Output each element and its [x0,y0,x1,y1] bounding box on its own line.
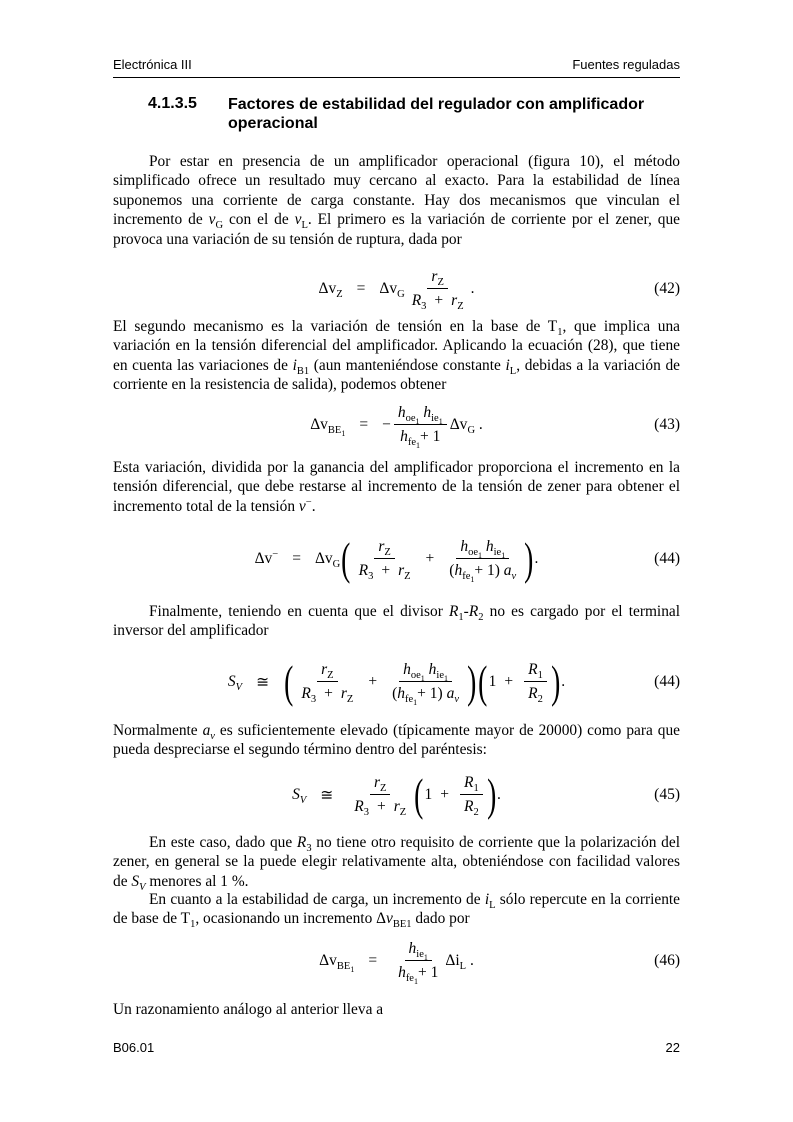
math-symbol [405,413,420,427]
math-symbol [388,682,463,708]
text-run: Un razonamiento análogo al anterior lleva a [113,1001,384,1018]
paragraph [113,833,680,891]
math-symbol: i [292,356,297,374]
text-run: , que implica una variación en la tensión diferencial del amplificador. Aplicando la ecuación (28), que tiene en cuenta las variaciones de [113,318,680,374]
math-symbol: fe [407,437,417,449]
math-symbol: Δv [379,280,398,297]
math-symbol: Δv [449,416,468,434]
math-symbol: + [381,562,391,579]
math-symbol: oe [410,669,421,681]
math-symbol: BE1 [392,919,412,931]
math-symbol: R [464,798,474,815]
text-run: con el de [223,211,295,229]
math-symbol: ( [284,656,294,707]
math-symbol [319,952,355,975]
math-symbol [318,280,343,301]
math-symbol: 1 [501,551,506,560]
math-symbol [370,774,390,795]
math-symbol: 3 [368,571,374,583]
header-chapter-title: Fuentes reguladas [572,57,680,72]
math-symbol [355,538,415,583]
text-run: En cuanto a la estabilidad de carga, un incremento de [149,891,485,908]
math-symbol: fe [405,694,414,706]
math-symbol: S [227,673,236,690]
math-symbol [394,961,442,987]
math-symbol: r [373,774,381,791]
math-symbol: h [403,660,411,678]
math-symbol [394,940,442,987]
math-symbol [405,973,418,987]
math-symbol: + 1 [417,685,438,702]
text-run: sólo repercute en la corriente de base de T [113,891,680,928]
math-symbol: 1 [443,674,448,683]
math-symbol: v [454,694,460,706]
text-run: - [463,603,469,620]
math-symbol: R [528,661,538,678]
text-run: dado por [411,910,470,928]
text-run: . [311,497,316,515]
math-symbol: ie [436,669,444,681]
math-symbol: h [397,685,405,702]
math-symbol [524,682,547,706]
math-symbol [350,774,410,819]
math-symbol: ( [449,562,455,579]
text-run: . El primero es la variación de corriente por el zener, que provoca una variación de su tensión de ruptura, dada por [113,211,681,248]
math-symbol [394,404,447,451]
math-symbol: R [354,798,364,815]
math-symbol: V [235,682,243,694]
math-symbol: r [340,685,347,702]
math-symbol [460,795,483,819]
text-run: Finalmente, teniendo en cuenta que el divisor [149,603,450,620]
math-symbol [297,682,357,706]
math-symbol: Z [380,783,387,795]
math-symbol: ( [478,656,488,707]
math-symbol [236,682,242,693]
math-symbol: 1 [424,786,433,803]
math-symbol: ( [414,769,424,820]
header-rule [113,77,680,78]
math-symbol: Z [336,289,343,301]
math-symbol: R [301,685,311,702]
math-symbol: + [425,550,435,567]
math-symbol: 2 [473,807,479,819]
text-run: Por estar en presencia de un amplificador operacional (figura 10), el método simplificado ofrece un resultado muy cercano al exacto. Para la estabilidad de línea suponemos una corriente de carga constante. Hay dos mecanismos que vinculan el incremento de [113,153,680,229]
math-symbol [411,670,425,681]
math-symbol: Z [399,807,407,819]
math-symbol: h [428,660,437,678]
math-symbol [468,547,482,558]
math-symbol: r [393,798,400,815]
math-symbol: 1 [413,698,418,708]
math-symbol: 3 [363,807,369,819]
math-symbol: Z [384,547,391,559]
math-symbol: 1 [350,965,355,975]
paragraph [113,602,680,641]
math-symbol: 1 [190,919,196,931]
math-symbol: 1 [557,327,563,339]
math-symbol: ) [524,533,534,584]
math-symbol: G [467,425,476,437]
math-symbol: r [378,538,385,555]
math-symbol: h [423,404,432,421]
equation-43 [113,404,680,451]
text-run: (aun manteniéndose constante [309,356,506,374]
math-symbol: Δv [319,952,337,970]
math-symbol: − [382,416,391,434]
math-symbol [300,795,306,806]
paragraph [113,721,680,760]
math-symbol [394,404,447,425]
math-symbol [454,694,459,705]
math-symbol: v [210,731,215,743]
math-symbol [336,961,355,975]
math-symbol [524,661,547,706]
math-symbol: L [301,220,308,232]
math-symbol: a [503,562,512,579]
math-symbol [405,940,432,961]
text-run: Normalmente [113,722,203,739]
equation-44 [113,533,680,585]
math-symbol: Z [457,301,464,313]
math-symbol: ≅ [320,786,334,804]
math-symbol [350,795,410,819]
math-symbol [524,661,547,682]
math-symbol: 1 [416,441,421,451]
math-symbol: 1 [423,953,428,963]
text-run: Esta variación, dividida por la ganancia del amplificador proporciona el incremento en la tensión diferencial, que debe restarse al incremento de la tensión de zener para obtener el incremento total de la tensión [113,459,680,515]
math-symbol: V [139,881,146,893]
math-symbol: R [468,603,479,620]
equation-number: (42) [654,280,680,297]
math-symbol: Z [327,670,334,682]
math-symbol: h [400,428,408,446]
math-symbol: R [358,562,369,579]
math-symbol: ( [392,685,398,702]
math-symbol [407,437,421,451]
math-symbol: oe [468,546,478,558]
math-symbol [379,280,405,301]
text-run: , ocasionando un incremento Δ [195,910,387,928]
math-symbol: i [505,356,510,374]
math-symbol: 1 [438,417,443,427]
math-symbol [460,774,483,819]
paragraph [113,152,680,249]
math-symbol: 1 [488,673,497,690]
math-symbol [314,550,341,571]
math-symbol: 1 [458,612,464,624]
math-symbol: = [356,280,366,297]
math-symbol: 1 [477,551,482,560]
math-symbol: + [324,685,333,702]
math-symbol: ie [416,949,424,961]
math-symbol: G [215,220,224,232]
math-symbol: Δv [318,280,337,297]
math-symbol: BE [327,425,342,437]
math-symbol: ie [493,546,502,558]
math-symbol: − [272,548,279,560]
math-symbol [408,268,468,313]
math-symbol: . [497,786,501,803]
math-symbol [456,538,509,559]
equation-number: (46) [654,952,680,970]
math-symbol: = [368,952,378,970]
math-symbol: L [509,365,517,377]
math-symbol [388,660,463,708]
math-symbol: + [368,673,378,690]
math-symbol [431,413,443,427]
math-symbol: − [305,496,312,508]
math-symbol [292,786,307,807]
footer-document-code: B06.01 [113,1040,155,1055]
math-symbol: R [411,292,422,309]
math-symbol: G [332,559,341,571]
math-symbol: 1 [537,670,543,682]
math-symbol: 1 [420,674,425,683]
math-symbol: fe [462,571,471,583]
math-symbol: Δv [314,550,333,567]
math-symbol: h [485,537,494,555]
math-symbol: ) [550,656,561,707]
math-symbol [416,949,428,963]
math-symbol: . [470,280,475,297]
math-symbol [317,661,337,682]
math-symbol: 1 [413,977,418,987]
equation-number: (44) [654,673,680,690]
page-number: 22 [665,1040,680,1055]
math-symbol: S [131,872,140,890]
math-symbol [462,571,475,585]
math-symbol [408,289,468,313]
math-symbol: ( [341,533,351,584]
math-symbol: i [484,891,490,908]
math-symbol: + [376,798,386,815]
math-symbol: L [489,900,496,912]
math-symbol [405,694,418,708]
math-symbol: ) [437,685,443,702]
math-symbol: h [398,964,406,982]
math-symbol [460,774,483,795]
math-symbol [494,547,506,558]
math-symbol: L [459,961,467,973]
math-symbol: + [434,292,444,309]
math-symbol: 3 [310,694,317,706]
section-title: Factores de estabilidad del regulador con amplificador operacional [228,96,645,132]
math-symbol: + 1 [474,562,495,579]
math-symbol: 3 [421,301,427,313]
math-symbol [227,673,243,694]
math-symbol: R [296,834,307,851]
math-symbol: R [449,603,459,620]
math-symbol: v [294,211,302,229]
math-symbol: B1 [296,365,310,377]
text-run: , debidas a la variación de corriente en la resistencia de salida), podemos obtener [113,356,680,394]
math-symbol: v [208,211,216,229]
math-symbol: + [440,786,449,803]
math-symbol [436,670,448,681]
math-symbol: R [464,774,474,791]
math-symbol: = [359,416,369,434]
math-symbol [427,268,447,289]
equation-42 [113,268,680,313]
section-number: 4.1.3.5 [148,95,197,112]
math-symbol: fe [405,973,414,985]
math-symbol [327,425,346,439]
math-symbol: 1 [341,429,346,439]
text-run: menores al 1 %. [145,872,249,890]
paragraph [113,890,680,929]
math-symbol: a [446,685,455,702]
math-symbol: 2 [478,612,484,624]
math-symbol [297,661,357,706]
math-symbol: h [460,537,469,555]
math-symbol [445,537,520,585]
math-symbol: . [534,550,539,567]
math-symbol: v [386,910,393,928]
paragraph [113,458,680,516]
math-symbol: a [202,722,211,739]
math-symbol: Δv [310,416,328,434]
text-run: es suficientemente elevado (típicamente mayor de 20000) como para que pueda despreciarse el segundo término dentro del paréntesis: [113,722,681,759]
math-symbol: v [511,571,517,583]
math-symbol: . [469,952,474,970]
math-symbol: Δi [445,952,460,970]
equation-45 [113,769,680,820]
math-symbol [310,416,346,439]
math-symbol: h [454,562,463,579]
math-symbol: ) [467,656,477,707]
math-symbol: . [478,416,483,434]
math-symbol: ) [486,769,496,820]
math-symbol [374,538,394,559]
math-symbol [399,661,452,682]
math-symbol: + [504,673,514,690]
math-symbol: Z [404,571,411,583]
math-symbol: Z [346,694,354,706]
math-symbol [255,550,279,568]
math-symbol: 1 [415,417,420,427]
math-symbol: BE [336,961,351,973]
math-symbol: r [431,268,438,285]
text-run: no es cargado por el terminal inversor del amplificador [113,603,680,640]
math-symbol [396,425,444,451]
math-symbol: v [298,497,306,515]
math-symbol [512,571,517,582]
math-symbol [355,559,415,583]
math-symbol: S [292,786,300,803]
math-symbol: r [451,292,458,309]
equation-number: (43) [654,416,680,434]
math-symbol: h [408,940,417,957]
math-symbol: V [299,795,307,807]
math-symbol: Δv [254,550,273,567]
math-symbol: + 1 [420,428,441,446]
math-symbol: . [561,673,566,690]
math-symbol: R [528,685,538,702]
math-symbol: Z [437,277,444,289]
paragraph [113,317,680,395]
math-symbol: r [321,661,328,678]
equation-number: (44) [654,550,680,567]
math-symbol: 3 [306,843,312,855]
text-run: El segundo mecanismo es la variación de tensión en la base de T [113,318,558,335]
math-symbol: G [397,289,405,301]
text-run: En este caso, dado que [149,834,297,851]
math-symbol: r [398,562,405,579]
math-symbol: = [292,550,301,567]
math-symbol: ) [494,562,500,579]
paragraph [113,1000,680,1019]
math-symbol: 2 [537,694,543,706]
text-run: no tiene otro requisito de corriente que la polarización del zener, en general se la puede elegir relativamente alta, obteniéndose con facilidad valores de [113,834,680,890]
math-symbol: oe [405,413,416,425]
math-symbol: + 1 [417,964,439,982]
math-symbol: h [397,404,406,421]
math-symbol: ≅ [256,673,270,691]
math-symbol: 1 [473,783,479,795]
math-symbol: ie [431,413,439,425]
math-symbol [445,952,467,973]
math-symbol [445,559,520,585]
math-symbol: 1 [470,575,475,585]
math-symbol [449,416,476,437]
equation-46 [113,940,680,987]
equation-44-sv [113,656,680,708]
equation-number: (45) [654,786,680,803]
header-course-title: Electrónica III [113,57,192,72]
